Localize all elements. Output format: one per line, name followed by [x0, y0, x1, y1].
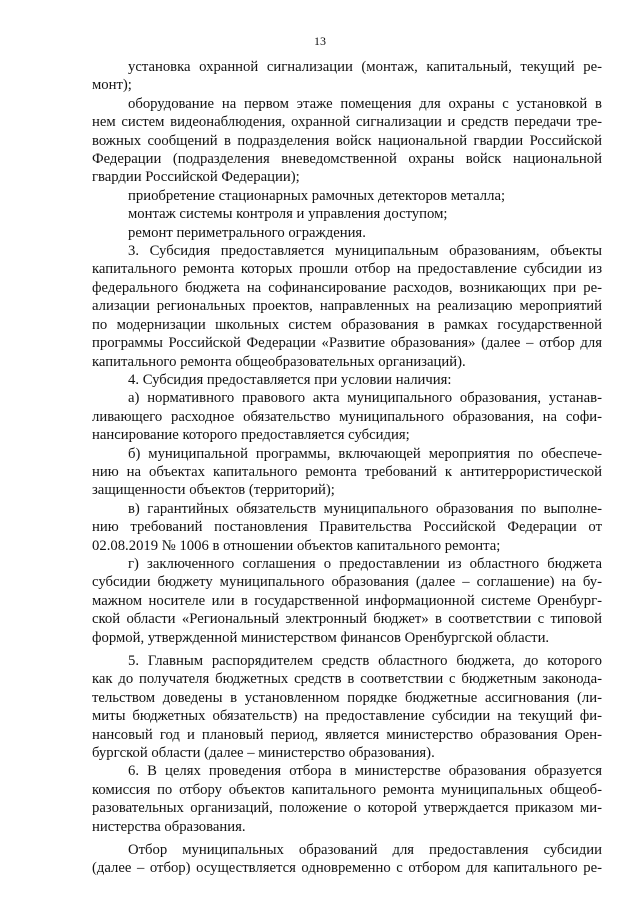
text-line: нию на объектах капитального ремонта требований к антитеррористической	[92, 463, 602, 480]
text-line: нистерства образования.	[92, 818, 246, 835]
text-line: капитального ремонта которых прошли отбор на предоставление субсидии из	[92, 261, 602, 278]
paragraph-security-room-equipment	[92, 95, 602, 187]
text-line: субсидии бюджету муниципального образования (далее – соглашение) на бу-	[92, 574, 602, 591]
text-line: федерального бюджета на софинансирование расходов, возникающих при ре-	[92, 279, 602, 296]
paragraph-access-control	[92, 205, 602, 223]
paragraph-item-4g	[92, 555, 602, 647]
paragraph-item-5	[92, 652, 602, 762]
text-line: нем систем видеонаблюдения, охранной сигнализации и средств передачи тре-	[92, 114, 602, 131]
text-line: как до получателя бюджетных средств в соответствии с бюджетным законода-	[92, 671, 602, 688]
text-line: (далее – отбор) осуществляется одновременно с отбором для капитального ре-	[92, 860, 602, 877]
paragraph-item-3	[92, 242, 602, 371]
text-line: гвардии Российской Федерации);	[92, 169, 300, 186]
paragraph-item-6	[92, 762, 602, 836]
text-line: программы Российской Федерации «Развитие образования» (далее – отбор для	[92, 335, 602, 352]
paragraph-item-4a	[92, 389, 602, 444]
text-line: защищенности объектов (территорий);	[92, 482, 335, 499]
text-line: 02.08.2019 № 1006 в отношении объектов капитального ремонта;	[92, 537, 501, 554]
paragraph-perimeter-repair	[92, 224, 602, 242]
text-line: Отбор муниципальных образований для предоставления субсидии	[128, 842, 602, 859]
text-line: комиссия по отбору объектов капитального ремонта муниципальных общеоб-	[92, 781, 602, 798]
text-line: ализации региональных проектов, направленных на реализацию мероприятий	[92, 298, 602, 315]
text-line: монтаж системы контроля и управления доступом;	[128, 206, 448, 223]
text-line: миты бюджетных обязательств) на предоставление субсидии на текущий фи-	[92, 708, 602, 725]
text-line: монт);	[92, 77, 132, 94]
text-line: вожных сообщений в подразделения войск национальной гвардии Российской	[92, 132, 602, 149]
paragraph-item-4	[92, 371, 602, 389]
text-line: мажном носителе или в государственной информационной системе Оренбург-	[92, 592, 602, 609]
paragraph-selection	[92, 841, 602, 878]
text-line: ской области «Региональный электронный бюджет» в соответствии с типовой	[92, 611, 602, 628]
text-line: Федерации (подразделения вневедомственной охраны войск национальной	[92, 151, 602, 168]
text-line: формой, утвержденной министерством финансов Оренбургской области.	[92, 629, 550, 646]
document-body	[92, 58, 602, 878]
text-line: г) заключенного соглашения о предоставлении из областного бюджета	[128, 555, 602, 572]
text-line: а) нормативного правового акта муниципального образования, устанав-	[128, 390, 602, 407]
page-number: 13	[314, 34, 326, 48]
text-line: б) муниципальной программы, включающей мероприятия по обеспече-	[128, 445, 602, 462]
text-line: 5. Главным распорядителем средств областного бюджета, до которого	[128, 653, 602, 669]
text-line: по модернизации школьных систем образования в рамках государственной	[92, 316, 602, 333]
paragraph-item-4b	[92, 445, 602, 500]
text-line: в) гарантийных обязательств муниципального образования по выполне-	[128, 500, 602, 517]
text-line: оборудование на первом этаже помещения для охраны с установкой в	[128, 95, 602, 112]
text-line: ливающего расходное обязательство муниципального образования, на софи-	[92, 408, 602, 425]
paragraph-alarm-install	[92, 58, 602, 95]
text-line: 3. Субсидия предоставляется муниципальным образованиям, объекты	[128, 243, 602, 260]
text-line: разовательных организаций, положение о которой утверждается приказом ми-	[92, 800, 602, 817]
text-line: нансирование которого предоставляется субсидия;	[92, 427, 410, 444]
text-line: ремонт периметрального ограждения.	[128, 224, 366, 241]
text-line: капитального ремонта общеобразовательных организаций).	[92, 353, 466, 370]
text-line: нансовый год и плановый период, является министерство образования Орен-	[92, 726, 602, 743]
text-line: приобретение стационарных рамочных детекторов металла;	[128, 187, 506, 204]
text-line: бургской области (далее – министерство образования).	[92, 745, 435, 762]
text-line: 6. В целях проведения отбора в министерстве образования образуется	[128, 763, 602, 780]
text-line: установка охранной сигнализации (монтаж, капитальный, текущий ре-	[128, 59, 602, 75]
paragraph-metal-detectors	[92, 187, 602, 205]
text-line: нию требований постановления Правительства Российской Федерации от	[92, 519, 602, 536]
text-line: 4. Субсидия предоставляется при условии наличия:	[128, 371, 452, 388]
text-line: тельством доведены в установленном порядке бюджетные ассигнования (ли-	[92, 689, 602, 706]
paragraph-item-4v	[92, 500, 602, 555]
